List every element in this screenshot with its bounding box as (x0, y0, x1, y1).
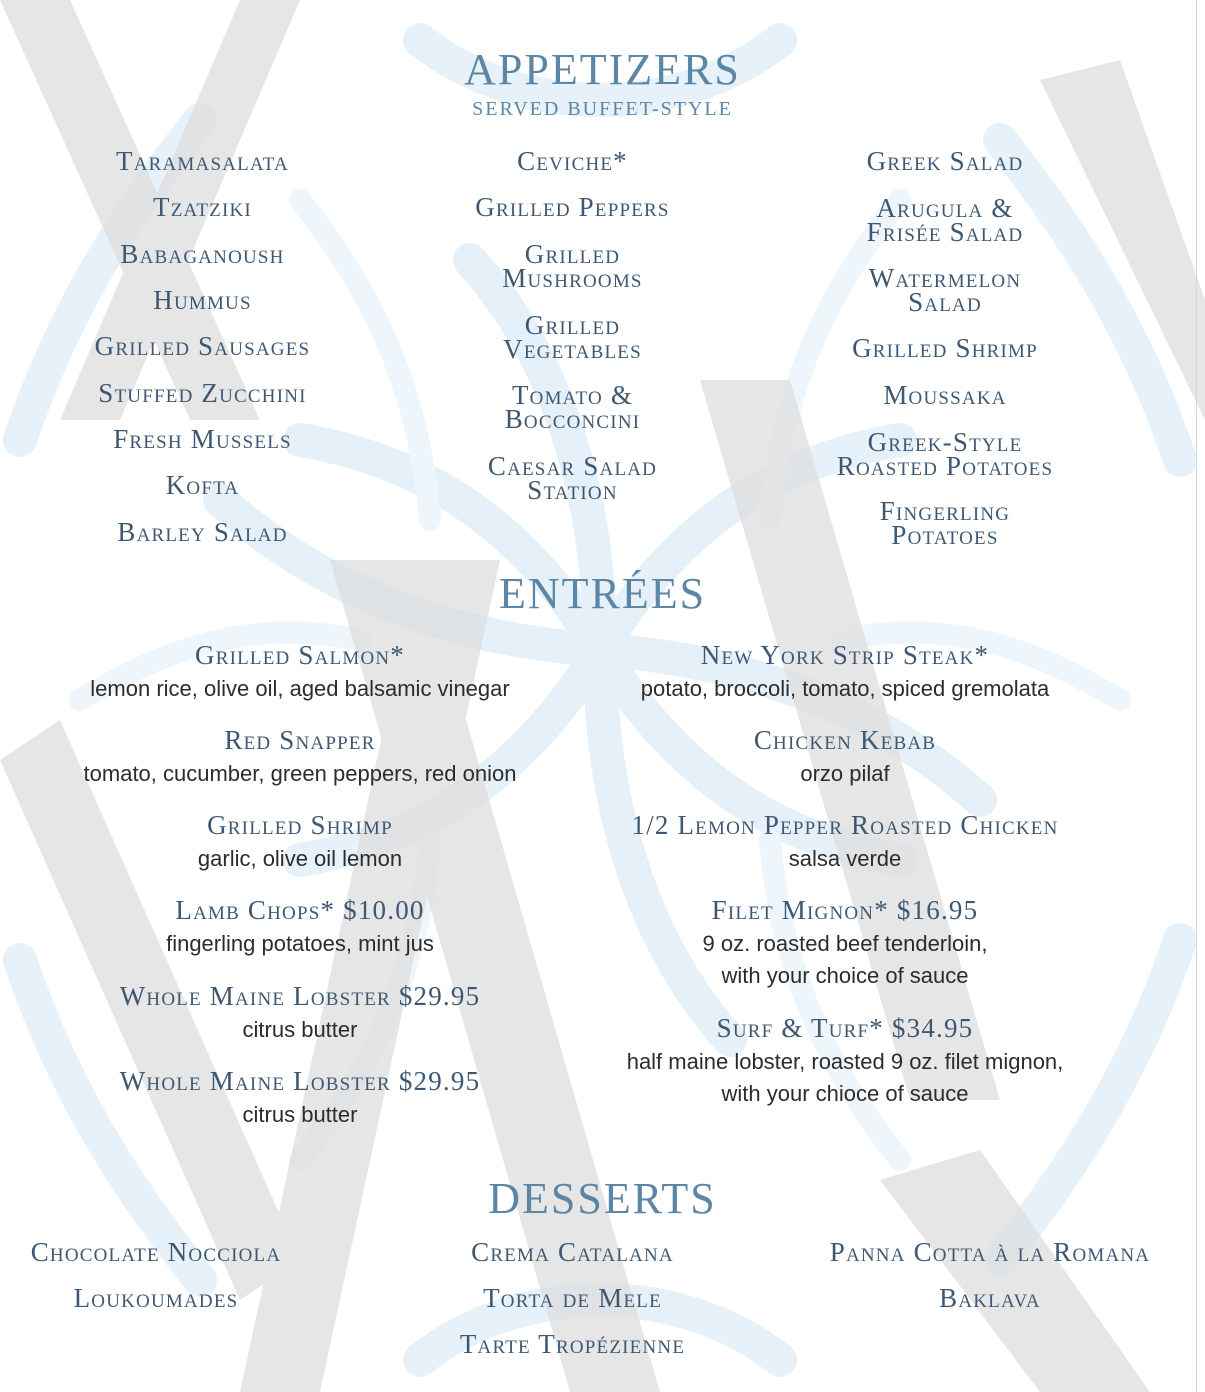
dessert-item: Panna Cotta à la Romana (829, 1237, 1151, 1267)
appetizer-item: Grilled (524, 239, 621, 269)
entree-description-line-2: with your choice of sauce (721, 963, 969, 988)
appetizer-item: Stuffed Zucchini (98, 378, 307, 408)
entree-name: Red Snapper (224, 725, 376, 755)
dessert-item: Chocolate Nocciola (30, 1237, 282, 1267)
entree-description: lemon rice, olive oil, aged balsamic vinegar (90, 676, 510, 701)
dessert-item: Torta de Mele (483, 1283, 662, 1313)
appetizer-item: Caesar Salad (487, 451, 658, 481)
appetizer-item: Grilled Sausages (94, 331, 311, 361)
appetizer-item: Kofta (165, 470, 240, 500)
appetizers-heading: APPETIZERS (464, 45, 741, 94)
appetizer-item: Fresh Mussels (113, 424, 292, 454)
appetizer-item: Fingerling (879, 496, 1011, 526)
appetizer-item: Ceviche* (517, 146, 628, 176)
dessert-item: Baklava (939, 1283, 1041, 1313)
appetizer-item: Moussaka (883, 380, 1007, 410)
entree-description: orzo pilaf (800, 761, 890, 786)
appetizer-item: Hummus (153, 285, 252, 315)
appetizer-item-line-2: Frisée Salad (866, 217, 1024, 247)
entree-name: New York Strip Steak* (700, 640, 990, 670)
entree-description-line-2: with your chioce of sauce (721, 1081, 969, 1106)
entree-name: Surf & Turf* $34.95 (716, 1013, 974, 1043)
entree-description: citrus butter (242, 1102, 358, 1127)
entree-description: potato, broccoli, tomato, spiced gremolata (640, 676, 1050, 701)
entree-description: 9 oz. roasted beef tenderloin, (702, 931, 988, 956)
desserts-column-1 (0, 0, 312, 1392)
appetizer-item: Arugula & (876, 193, 1014, 223)
entrees-heading: ENTRÉES (498, 569, 707, 618)
appetizer-item-line-2: Potatoes (891, 520, 999, 550)
appetizer-item: Taramasalata (116, 146, 289, 176)
appetizer-item-line-2: Station (527, 475, 618, 505)
entree-description: garlic, olive oil lemon (197, 846, 403, 871)
entree-name: Filet Mignon* $16.95 (711, 895, 979, 925)
appetizer-item: Grilled Peppers (475, 192, 670, 222)
appetizer-item: Greek-Style (867, 427, 1023, 457)
entree-name: Whole Maine Lobster $29.95 (119, 981, 481, 1011)
entree-name: Lamb Chops* $10.00 (175, 895, 425, 925)
appetizer-item: Tomato & (511, 380, 634, 410)
appetizer-item: Babaganoush (120, 239, 285, 269)
entree-name: Chicken Kebab (753, 725, 937, 755)
appetizer-item: Greek Salad (866, 146, 1024, 176)
entree-description: citrus butter (242, 1017, 358, 1042)
desserts-column-3 (785, 0, 1195, 1392)
dessert-item: Tarte Tropézienne (459, 1329, 686, 1359)
entree-name: Grilled Salmon* (195, 640, 405, 670)
dessert-item: Loukoumades (73, 1283, 239, 1313)
entree-description: fingerling potatoes, mint jus (166, 931, 434, 956)
entree-name: 1/2 Lemon Pepper Roasted Chicken (631, 810, 1059, 840)
appetizers-subheading: SERVED BUFFET-STYLE (472, 98, 733, 120)
dessert-item: Crema Catalana (471, 1237, 674, 1267)
appetizer-item: Grilled (524, 310, 621, 340)
appetizer-item: Tzatziki (153, 192, 252, 222)
entree-name: Whole Maine Lobster $29.95 (119, 1066, 481, 1096)
appetizer-item-line-2: Bocconcini (504, 404, 641, 434)
appetizer-item-line-2: Vegetables (503, 334, 642, 364)
desserts-heading: DESSERTS (488, 1174, 717, 1223)
entree-name: Grilled Shrimp (207, 810, 393, 840)
appetizer-item: Grilled Shrimp (852, 333, 1038, 363)
desserts-column-2 (420, 0, 725, 1392)
appetizer-item: Barley Salad (117, 517, 288, 547)
entree-description: half maine lobster, roasted 9 oz. filet mignon, (626, 1049, 1064, 1074)
entree-description: tomato, cucumber, green peppers, red onion (83, 761, 517, 786)
entree-description: salsa verde (788, 846, 902, 871)
appetizer-item-line-2: Salad (908, 287, 982, 317)
appetizer-item-line-2: Roasted Potatoes (836, 451, 1054, 481)
appetizer-item-line-2: Mushrooms (502, 263, 643, 293)
appetizer-item: Watermelon (868, 263, 1022, 293)
